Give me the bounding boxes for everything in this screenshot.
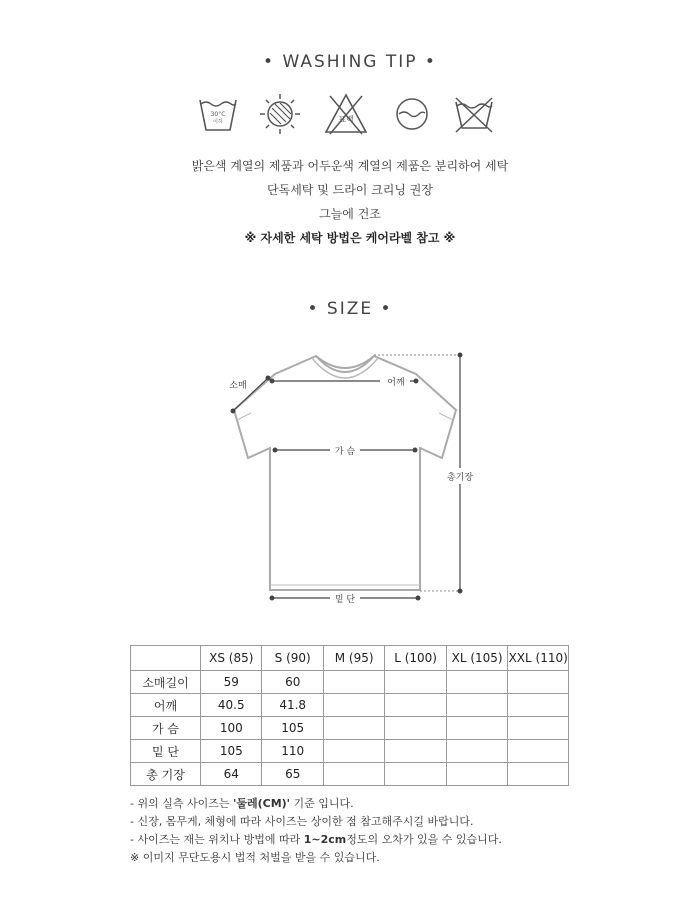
size-header-cell: XXL (110) <box>508 646 569 671</box>
size-value-cell: 59 <box>201 671 262 694</box>
table-row <box>131 717 569 740</box>
size-value-cell <box>446 671 508 694</box>
note-1-text: - 위의 실측 사이즈는 <box>130 797 233 810</box>
wash-line-1: 밝은색 계열의 제품과 어두운색 계열의 제품은 분리하여 세탁 <box>191 159 509 173</box>
size-row-label: 소매길이 <box>131 671 201 694</box>
size-value-cell: 100 <box>201 717 262 740</box>
size-header-cell <box>131 646 201 671</box>
size-value-cell <box>446 740 508 763</box>
size-value-cell: 105 <box>262 717 323 740</box>
note-4: ※ 이미지 무단도용시 법적 처벌을 받을 수 있습니다. <box>130 851 380 864</box>
wash-line-3: 그늘에 건조 <box>319 207 381 221</box>
size-title: • SIZE • <box>307 299 393 319</box>
note-1 <box>130 795 650 813</box>
dry-clean-icon <box>390 92 434 136</box>
table-row <box>131 671 569 694</box>
note-3-text: - 사이즈는 재는 위치나 방법에 따라 <box>130 833 304 846</box>
size-value-cell: 65 <box>262 763 323 786</box>
size-value-cell <box>323 740 384 763</box>
no-bleach-icon <box>324 92 368 136</box>
table-row <box>131 740 569 763</box>
shoulder-label: 어깨 <box>387 378 405 388</box>
size-header-cell: XL (105) <box>446 646 508 671</box>
wash-icon-below: 이하 <box>213 119 223 125</box>
size-header-cell: L (100) <box>385 646 447 671</box>
sleeve-label: 소매 <box>229 381 247 391</box>
size-value-cell <box>446 717 508 740</box>
size-header-cell: M (95) <box>323 646 384 671</box>
size-header-cell: XS (85) <box>201 646 262 671</box>
size-row-label: 총 기장 <box>131 763 201 786</box>
size-value-cell <box>385 694 447 717</box>
washing-tip-title: • WASHING TIP • <box>263 52 437 72</box>
note-3 <box>130 831 650 849</box>
size-value-cell <box>385 717 447 740</box>
size-table-header <box>131 646 569 671</box>
size-value-cell <box>508 740 569 763</box>
chest-label: 가 슴 <box>334 447 356 457</box>
size-value-cell: 60 <box>262 671 323 694</box>
size-value-cell <box>508 694 569 717</box>
note-1-bold: '둘레(CM)' <box>232 797 291 810</box>
tshirt-outline <box>234 356 456 590</box>
size-row-label: 밑 단 <box>131 740 201 763</box>
size-value-cell <box>323 694 384 717</box>
size-value-cell <box>508 671 569 694</box>
note-1-text-end: 기준 입니다. <box>290 797 354 810</box>
size-value-cell <box>323 671 384 694</box>
size-value-cell <box>508 717 569 740</box>
length-label: 총기장 <box>446 473 474 483</box>
size-value-cell <box>446 694 508 717</box>
wash-line-2: 단독세탁 및 드라이 크리닝 권장 <box>267 183 433 197</box>
wash-icon-temp: 30°C <box>210 111 226 118</box>
size-value-cell <box>323 717 384 740</box>
size-value-cell: 40.5 <box>201 694 262 717</box>
size-value-cell <box>446 763 508 786</box>
bleach-icon-text: 표백 <box>338 115 354 124</box>
note-3-text-end: 정도의 오차가 있을 수 있습니다. <box>346 833 502 846</box>
size-row-label: 어깨 <box>131 694 201 717</box>
hem-label: 밑 단 <box>334 595 356 605</box>
size-value-cell: 41.8 <box>262 694 323 717</box>
size-value-cell: 110 <box>262 740 323 763</box>
size-value-cell <box>385 763 447 786</box>
size-row-label: 가 슴 <box>131 717 201 740</box>
size-value-cell <box>323 763 384 786</box>
size-value-cell: 64 <box>201 763 262 786</box>
wash-30c-icon <box>196 92 240 136</box>
note-3-bold: 1~2cm <box>303 833 347 846</box>
size-value-cell <box>508 763 569 786</box>
table-row <box>131 763 569 786</box>
care-label-note: ※ 자세한 세탁 방법은 케어라벨 참고 ※ <box>244 231 456 245</box>
care-icons <box>196 92 532 140</box>
no-sun-dry-icon <box>258 92 302 136</box>
tshirt-diagram <box>220 340 490 610</box>
size-value-cell: 105 <box>201 740 262 763</box>
size-header-cell: S (90) <box>262 646 323 671</box>
size-table <box>130 645 569 786</box>
size-value-cell <box>385 671 447 694</box>
size-value-cell <box>385 740 447 763</box>
table-row <box>131 694 569 717</box>
no-tumble-dry-icon <box>452 92 496 136</box>
size-notes <box>130 795 650 867</box>
note-2: - 신장, 몸무게, 체형에 따라 사이즈는 상이한 점 참고해주시길 바랍니다. <box>130 815 474 828</box>
